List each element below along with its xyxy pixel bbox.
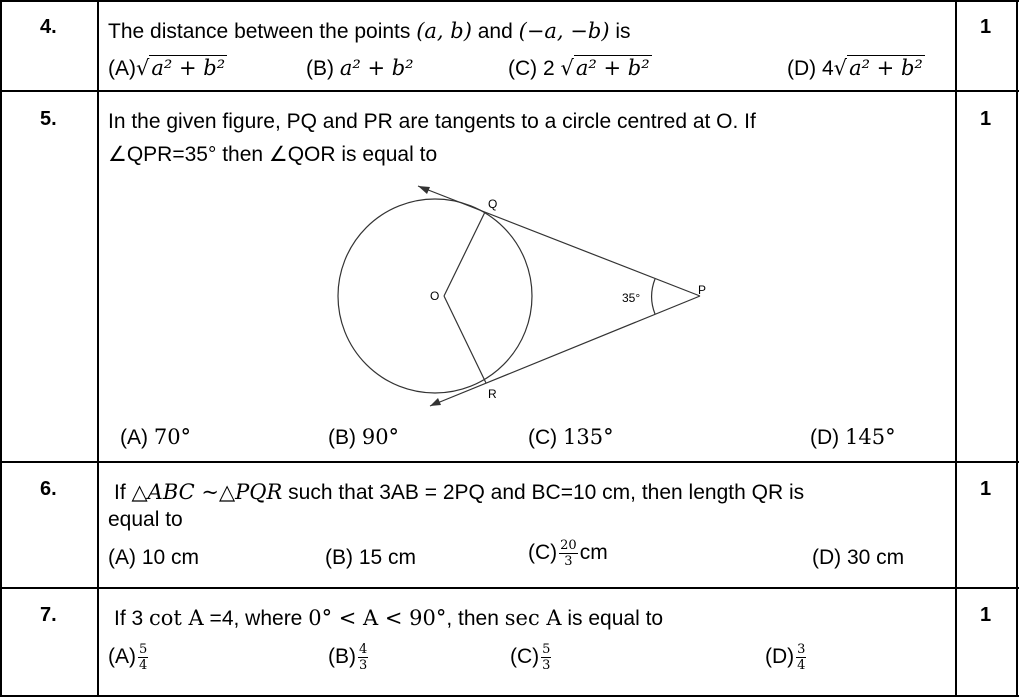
question-marks: 1 bbox=[980, 108, 992, 130]
option-label: (A) bbox=[108, 57, 136, 80]
question-stem bbox=[108, 19, 631, 44]
option-label: (C) bbox=[528, 426, 563, 449]
numerator: 5 bbox=[139, 642, 148, 657]
question-number: 7. bbox=[40, 604, 57, 626]
option-c bbox=[528, 425, 614, 450]
option-label: (C) bbox=[510, 645, 540, 669]
option-label: (B) bbox=[306, 57, 340, 80]
unit: cm bbox=[579, 541, 608, 565]
option-d bbox=[765, 642, 808, 673]
radicand: a² + b² bbox=[575, 56, 650, 80]
fraction bbox=[796, 642, 806, 673]
option-a bbox=[120, 425, 191, 450]
label-p: P bbox=[698, 283, 707, 297]
denominator: 3 bbox=[564, 554, 573, 569]
numerator: 20 bbox=[560, 538, 577, 553]
option-d bbox=[787, 56, 925, 81]
denominator: 4 bbox=[139, 658, 148, 673]
stem-text: such that 3AB = 2PQ and BC=10 cm, then length QR is bbox=[282, 481, 805, 504]
option-a: (A) 10 cm bbox=[108, 546, 200, 569]
arrowhead-icon bbox=[430, 398, 441, 406]
option-label: (A) bbox=[120, 426, 154, 449]
tangent-circle-figure bbox=[330, 176, 730, 416]
radius-or bbox=[444, 296, 486, 383]
denominator: 4 bbox=[797, 658, 806, 673]
denominator: 3 bbox=[542, 658, 551, 673]
question-stem: In the given figure, PQ and PR are tangents to a circle centred at O. If bbox=[108, 110, 756, 133]
math-point: (a, b) bbox=[416, 19, 472, 43]
fraction bbox=[559, 538, 578, 569]
sqrt-expression: √a² + b² bbox=[833, 56, 923, 80]
option-label: (D) 4 bbox=[787, 57, 834, 80]
stem-text: The distance between the points bbox=[108, 20, 417, 43]
option-label: (C) bbox=[528, 541, 558, 565]
question-stem-line2: ∠QPR=35° then ∠QOR is equal to bbox=[108, 143, 438, 166]
question-number: 5. bbox=[40, 108, 57, 130]
numerator: 3 bbox=[797, 642, 806, 657]
fraction bbox=[358, 642, 368, 673]
radius-oq bbox=[444, 212, 485, 296]
option-b bbox=[328, 425, 399, 450]
option-label: (B) bbox=[328, 426, 362, 449]
question-marks: 1 bbox=[980, 16, 992, 38]
option-b: (B) 15 cm bbox=[325, 546, 417, 569]
option-label: (D) bbox=[765, 645, 795, 669]
stem-text: , then bbox=[446, 607, 505, 630]
column-divider bbox=[1016, 0, 1018, 697]
option-a bbox=[108, 642, 150, 673]
column-divider bbox=[97, 0, 99, 697]
numerator: 4 bbox=[359, 642, 368, 657]
option-label: (C) 2 bbox=[508, 57, 561, 80]
angle-arc bbox=[652, 279, 655, 314]
radicand: a² + b² bbox=[151, 56, 226, 80]
option-c bbox=[508, 56, 652, 81]
option-b bbox=[328, 642, 370, 673]
option-c bbox=[528, 538, 608, 569]
sqrt-expression: √a² + b² bbox=[136, 56, 226, 80]
row-divider bbox=[0, 0, 1019, 2]
label-q: Q bbox=[488, 197, 498, 211]
angle-label: 35° bbox=[622, 291, 641, 305]
numerator: 5 bbox=[542, 642, 551, 657]
option-c bbox=[510, 642, 553, 673]
option-d bbox=[810, 425, 896, 450]
question-number: 6. bbox=[40, 478, 57, 500]
row-divider bbox=[0, 90, 1019, 92]
option-value: a² + b² bbox=[339, 56, 414, 80]
math-point: (−a, −b) bbox=[518, 19, 610, 43]
math-expression: 0° < A < 90° bbox=[308, 606, 447, 630]
arrowhead-icon bbox=[418, 186, 430, 194]
stem-text: If 3 bbox=[114, 607, 150, 630]
stem-text: =4, where bbox=[203, 607, 309, 630]
option-value: 90° bbox=[361, 425, 400, 449]
question-marks: 1 bbox=[980, 604, 992, 626]
stem-text: is equal to bbox=[561, 607, 664, 630]
stem-text: is bbox=[609, 20, 631, 43]
stem-text: If bbox=[114, 481, 132, 504]
question-number: 4. bbox=[40, 16, 57, 38]
label-o: O bbox=[430, 289, 440, 303]
math-expression: cot A bbox=[149, 606, 204, 630]
math-expression: sec A bbox=[504, 606, 562, 630]
denominator: 3 bbox=[359, 658, 368, 673]
option-value: 135° bbox=[563, 425, 614, 449]
question-stem bbox=[114, 606, 663, 631]
question-marks: 1 bbox=[980, 478, 992, 500]
row-divider bbox=[0, 587, 1019, 589]
fraction bbox=[541, 642, 551, 673]
question-stem bbox=[114, 480, 804, 505]
fraction bbox=[138, 642, 148, 673]
option-value: 145° bbox=[845, 425, 896, 449]
option-label: (D) bbox=[810, 426, 845, 449]
option-b bbox=[306, 56, 414, 81]
option-label: (B) bbox=[328, 645, 356, 669]
column-divider bbox=[0, 0, 2, 697]
question-stem-line2: equal to bbox=[108, 508, 183, 531]
label-r: R bbox=[488, 387, 497, 401]
option-value: 70° bbox=[153, 425, 192, 449]
tangent-line-pq bbox=[418, 186, 700, 296]
sqrt-expression: √a² + b² bbox=[560, 56, 650, 80]
option-label: (A) bbox=[108, 645, 136, 669]
math-expression: △ABC ~△PQR bbox=[131, 480, 283, 504]
option-a bbox=[108, 56, 227, 81]
option-d: (D) 30 cm bbox=[812, 546, 905, 569]
stem-text: and bbox=[471, 20, 519, 43]
column-divider bbox=[955, 0, 957, 697]
radicand: a² + b² bbox=[849, 56, 923, 80]
row-divider bbox=[0, 461, 1019, 463]
